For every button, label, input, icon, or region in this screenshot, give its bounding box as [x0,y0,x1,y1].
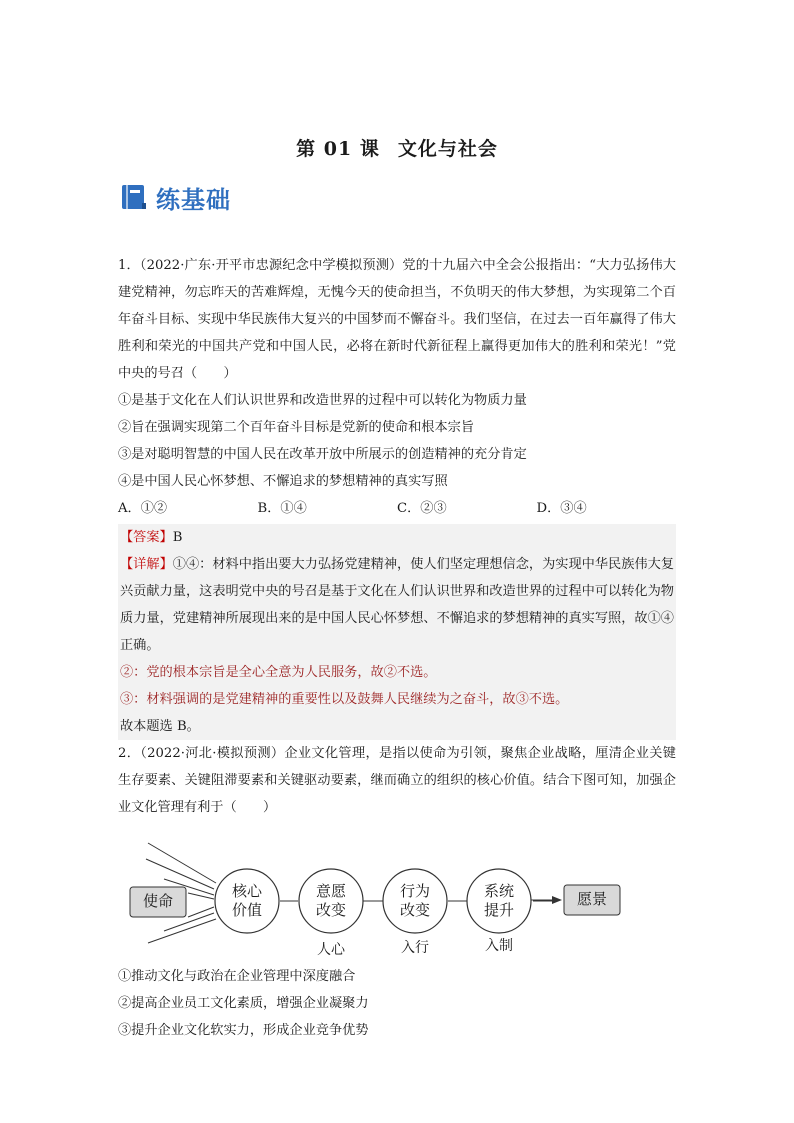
node-1-label [215,882,279,920]
choice-a: A．①② [118,501,168,516]
q1-option-4: ④是中国人民心怀梦想、不懈追求的梦想精神的真实写照 [118,474,448,489]
node-1-line1: 核心 [231,882,262,900]
choice-c: C．②③ [397,501,447,516]
node-2-line2: 改变 [315,901,346,919]
section-label: 练基础 [156,185,231,214]
answer-label: 【答案】 [120,530,173,545]
node-4-line2: 提升 [483,901,514,919]
q2-option-3: ③提升企业文化软实力，形成企业竞争优势 [118,1023,369,1038]
detail-note-2: ②：党的根本宗旨是全心全意为人民服务，故②不选。 [120,665,437,680]
detail-text: ①④：材料中指出要大力弘扬党建精神，使人们坚定理想信念，为实现中华民族伟大复兴贡献力量，这表明党中央的号召是基于文化在人们认识世界和改造世界的过程中可以转化为物质力量，党建精神所展现出来的是中国人民心怀梦想、不懈追求的梦想精神的真实写照，故①④正确。 [120,557,674,653]
lesson-name: 文化与社会 [397,138,498,160]
node-2-sub: 人心 [317,942,345,958]
detail-label: 【详解】 [120,557,173,572]
node-4-line1: 系统 [483,882,514,900]
detail-conclusion: 故本题选 B。 [120,719,200,734]
q1-option-3: ③是对聪明智慧的中国人民在改革开放中所展示的创造精神的充分肯定 [118,447,527,462]
start-label: 使命 [142,892,173,910]
node-3-line1: 行为 [399,882,430,900]
end-label: 愿景 [576,890,607,908]
page-title [0,134,794,161]
arrow-head [552,896,562,904]
choice-d: D．③④ [536,501,587,516]
node-3-line2: 改变 [399,901,430,919]
node-1-line2: 价值 [231,901,262,919]
q1-option-2: ②旨在强调实现第二个百年奋斗目标是党新的使命和根本宗旨 [118,420,475,435]
flow-diagram [118,831,676,959]
q1-choices [118,495,676,522]
node-2-line1: 意愿 [315,882,346,900]
node-3-sub: 入行 [401,940,429,956]
question-2-text: 2．（2022·河北·模拟预测）企业文化管理，是指以使命为引领，聚焦企业战略，厘清企业关键生存要素、关键阻滞要素和关键驱动要素，继而确立的组织的核心价值。结合下图可知，加强企业文化管理有利于（ ） [118,746,676,815]
lesson-number: 第 01 课 [296,138,380,160]
content-area [118,252,676,1044]
answer-line [120,524,674,551]
q2-option-1: ①推动文化与政治在企业管理中深度融合 [118,969,356,984]
choice-b: B．①④ [257,501,307,516]
answer-value: B [172,530,183,545]
q1-option-1: ①是基于文化在人们认识世界和改造世界的过程中可以转化为物质力量 [118,393,527,408]
detail-line [120,551,674,659]
node-4-label [467,882,531,920]
node-2-label [299,882,363,920]
q2-option-2: ②提高企业员工文化素质，增强企业凝聚力 [118,996,369,1011]
book-icon [120,183,148,211]
answer-box [118,524,676,740]
section-header [120,180,231,214]
node-3-label [383,882,447,920]
question-1-text: 1．（2022·广东·开平市忠源纪念中学模拟预测）党的十九届六中全会公报指出：“大力弘扬伟大建党精神，勿忘昨天的苦难辉煌，无愧今天的使命担当，不负明天的伟大梦想，为实现第二个百年奋斗目标、实现中华民族伟大复兴的中国梦而不懈奋斗。我们坚信，在过去一百年赢得了伟大胜利和荣光的中国共产党和中国人民，必将在新时代新征程上赢得更加伟大的胜利和荣光！”党中央的号召（ ） [118,258,676,381]
detail-note-3: ③：材料强调的是党建精神的重要性以及鼓舞人民继续为之奋斗，故③不选。 [120,692,569,707]
node-4-sub: 入制 [485,938,513,954]
